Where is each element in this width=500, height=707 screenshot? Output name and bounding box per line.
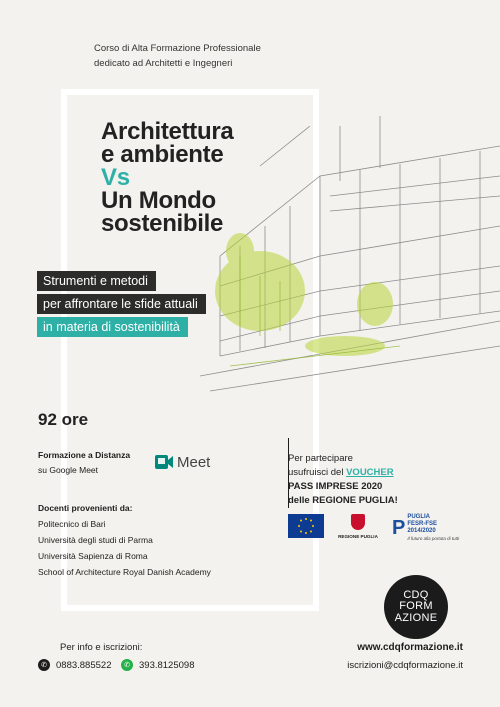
partner-logos: [288, 514, 459, 544]
fesr-title: PUGLIA: [407, 514, 431, 520]
teachers-heading: Docenti provenienti da:: [38, 503, 133, 513]
teachers-section: [38, 500, 211, 580]
brand-line-2: FORM: [399, 600, 433, 613]
fesr-motto: Il futuro alla portata di tutti: [407, 536, 460, 541]
title-line-4: sostenibile: [101, 210, 224, 237]
phone-contact[interactable]: [38, 659, 111, 671]
regione-puglia-logo: [338, 514, 378, 539]
participation-line-4: delle REGIONE PUGLIA!: [288, 495, 398, 506]
phone-icon: ✆: [38, 659, 50, 671]
intro-line-1: Corso di Alta Formazione Professionale: [94, 43, 261, 54]
teacher-institution: Politecnico di Bari: [38, 519, 106, 529]
website-link[interactable]: www.cdqformazione.it: [357, 642, 463, 653]
teacher-institution: Università Sapienza di Roma: [38, 551, 148, 561]
distance-learning-info: [38, 448, 130, 478]
eu-flag-logo: [288, 514, 324, 544]
title-line-3: Un Mondo: [101, 187, 216, 214]
google-meet-icon: [154, 453, 174, 471]
building-sketch-illustration: [200, 106, 500, 406]
intro-line-2: dedicato ad Architetti e Ingegneri: [94, 58, 233, 69]
meet-label: Meet: [177, 453, 211, 471]
course-hours: 92 ore: [38, 410, 89, 429]
regione-label: REGIONE PUGLIA: [338, 534, 378, 539]
title-line-1: Architettura: [101, 118, 234, 145]
title-line-2: e ambiente: [101, 141, 224, 168]
participation-line-1: Per partecipare: [288, 453, 353, 464]
whatsapp-icon: ✆: [121, 659, 133, 671]
banner-line-3: in materia di sostenibilità: [37, 317, 188, 337]
whatsapp-contact[interactable]: [121, 659, 194, 671]
course-intro: [94, 41, 261, 71]
google-meet-logo: [154, 453, 210, 471]
brand-line-1: CDQ: [403, 588, 429, 601]
puglia-fesr-logo: [392, 514, 459, 542]
whatsapp-number[interactable]: 393.8125098: [139, 659, 195, 671]
participation-line-3: PASS IMPRESE 2020: [288, 481, 383, 492]
participation-line-2: usufruisci del: [288, 467, 347, 478]
brand-line-3: AZIONE: [394, 611, 438, 624]
email-link[interactable]: iscrizioni@cdqformazione.it: [347, 660, 463, 671]
main-title: [101, 120, 233, 235]
subtitle-banners: [37, 271, 206, 340]
distance-learning-platform: su Google Meet: [38, 465, 99, 475]
phone-number[interactable]: 0883.885522: [56, 659, 112, 671]
eu-flag-icon: [288, 514, 324, 538]
teacher-institution: School of Architecture Royal Danish Academy: [38, 567, 211, 577]
participation-info: [288, 452, 398, 508]
teacher-institution: Università degli studi di Parma: [38, 535, 153, 545]
banner-line-2: per affrontare le sfide attuali: [37, 294, 206, 314]
cdq-formazione-logo: [384, 575, 448, 639]
fesr-p-icon: P: [392, 516, 406, 539]
regione-shield-icon: [351, 514, 365, 530]
banner-line-1: Strumenti e metodi: [37, 271, 156, 291]
title-vs: Vs: [101, 164, 130, 191]
voucher-link[interactable]: VOUCHER: [346, 467, 394, 478]
distance-learning-heading: Formazione a Distanza: [38, 450, 131, 460]
info-label: Per info e iscrizioni:: [60, 642, 143, 653]
fesr-sub1: FESR-FSE: [407, 521, 438, 527]
fesr-sub2: 2014/2020: [407, 528, 436, 534]
